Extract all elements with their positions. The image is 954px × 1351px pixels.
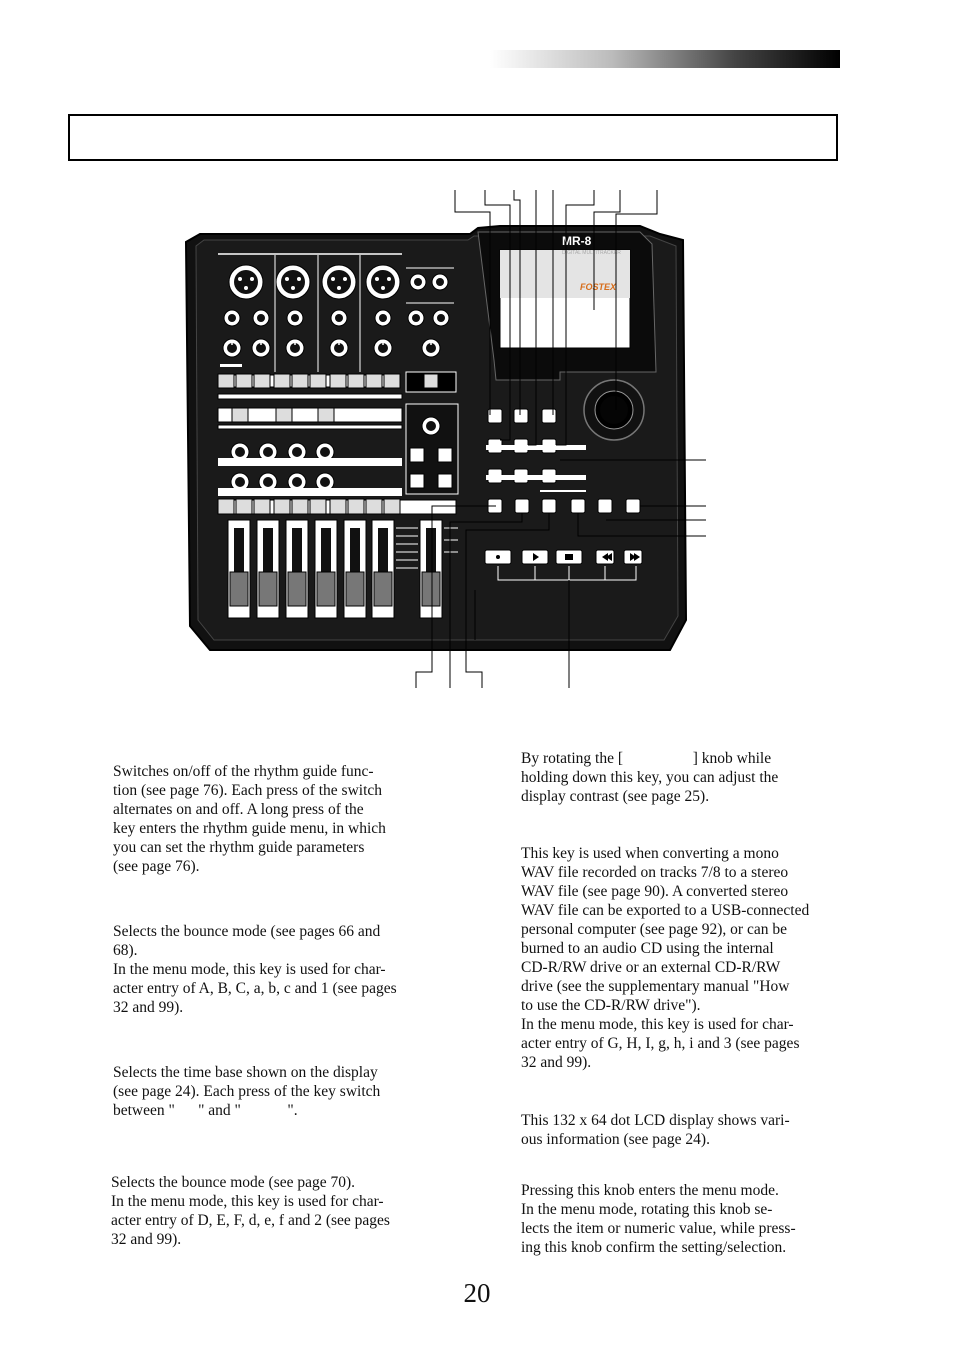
- lcd-display-description: [521, 1111, 841, 1149]
- text-line: 32 and 99).: [521, 1054, 592, 1071]
- bounce-mode-description-1: [113, 922, 431, 1017]
- text-line: lects the item or numeric value, while press-: [521, 1220, 796, 1237]
- text-line: CD-R/RW drive or an external CD-R/RW: [521, 959, 781, 976]
- text-line: WAV file (see page 90). A converted stereo: [521, 883, 789, 900]
- text-line: acter entry of D, E, F, d, e, f and 2 (see pages: [111, 1212, 390, 1229]
- text-line: acter entry of G, H, I, g, h, i and 3 (see pages: [521, 1035, 800, 1052]
- model-badge: MR-8: [562, 234, 592, 248]
- text-line: Pressing this knob enters the menu mode.: [521, 1182, 779, 1199]
- text-line: drive (see the supplementary manual "How: [521, 978, 790, 995]
- bounce-mode-description-2: [111, 1173, 429, 1249]
- text-line: 32 and 99).: [111, 1231, 182, 1248]
- text-line: key enters the rhythm guide menu, in which: [113, 820, 386, 837]
- wav-conversion-description: [521, 844, 841, 1072]
- text-line: between " " and " ".: [113, 1102, 298, 1119]
- text-line: In the menu mode, this key is used for char-: [113, 961, 386, 978]
- text-line: In the menu mode, rotating this knob se-: [521, 1201, 773, 1218]
- text-line: tion (see page 76). Each press of the switch: [113, 782, 383, 799]
- text-line: to use the CD-R/RW drive").: [521, 997, 701, 1014]
- text-line: This 132 x 64 dot LCD display shows vari-: [521, 1112, 790, 1129]
- text-line: 68).: [113, 942, 138, 959]
- text-line: (see page 24). Each press of the key switch: [113, 1083, 381, 1100]
- text-line: ous information (see page 24).: [521, 1131, 710, 1148]
- text-line: By rotating the [ ] knob while: [521, 750, 772, 767]
- page-number: 20: [463, 1278, 491, 1308]
- text-line: you can set the rhythm guide parameters: [113, 839, 365, 856]
- text-line: alternates on and off. A long press of the: [113, 801, 364, 818]
- text-line: WAV file can be exported to a USB-connected: [521, 902, 810, 919]
- brand-logo: FOSTEX: [580, 282, 617, 292]
- text-line: holding down this key, you can adjust the: [521, 769, 779, 786]
- text-line: This key is used when converting a mono: [521, 845, 779, 862]
- text-line: Selects the bounce mode (see page 70).: [111, 1174, 356, 1191]
- text-line: personal computer (see page 92), or can be: [521, 921, 787, 938]
- text-line: In the menu mode, this key is used for char-: [111, 1193, 384, 1210]
- text-line: WAV file recorded on tracks 7/8 to a stereo: [521, 864, 789, 881]
- text-line: (see page 76).: [113, 858, 200, 875]
- text-line: 32 and 99).: [113, 999, 184, 1016]
- time-base-description: [113, 1063, 431, 1120]
- text-line: Switches on/off of the rhythm guide func-: [113, 763, 374, 780]
- text-line: In the menu mode, this key is used for char-: [521, 1016, 794, 1033]
- model-subtitle: DIGITAL MULTITRACKER: [562, 250, 621, 256]
- contrast-description: [521, 749, 841, 806]
- text-line: burned to an audio CD using the internal: [521, 940, 774, 957]
- text-line: acter entry of A, B, C, a, b, c and 1 (see pages: [113, 980, 397, 997]
- rhythm-guide-description: [113, 762, 431, 876]
- text-line: ing this knob confirm the setting/selection.: [521, 1239, 787, 1256]
- jog-dial-description: [521, 1181, 841, 1257]
- text-line: Selects the time base shown on the display: [113, 1064, 378, 1081]
- text-line: Selects the bounce mode (see pages 66 and: [113, 923, 381, 940]
- text-line: display contrast (see page 25).: [521, 788, 710, 805]
